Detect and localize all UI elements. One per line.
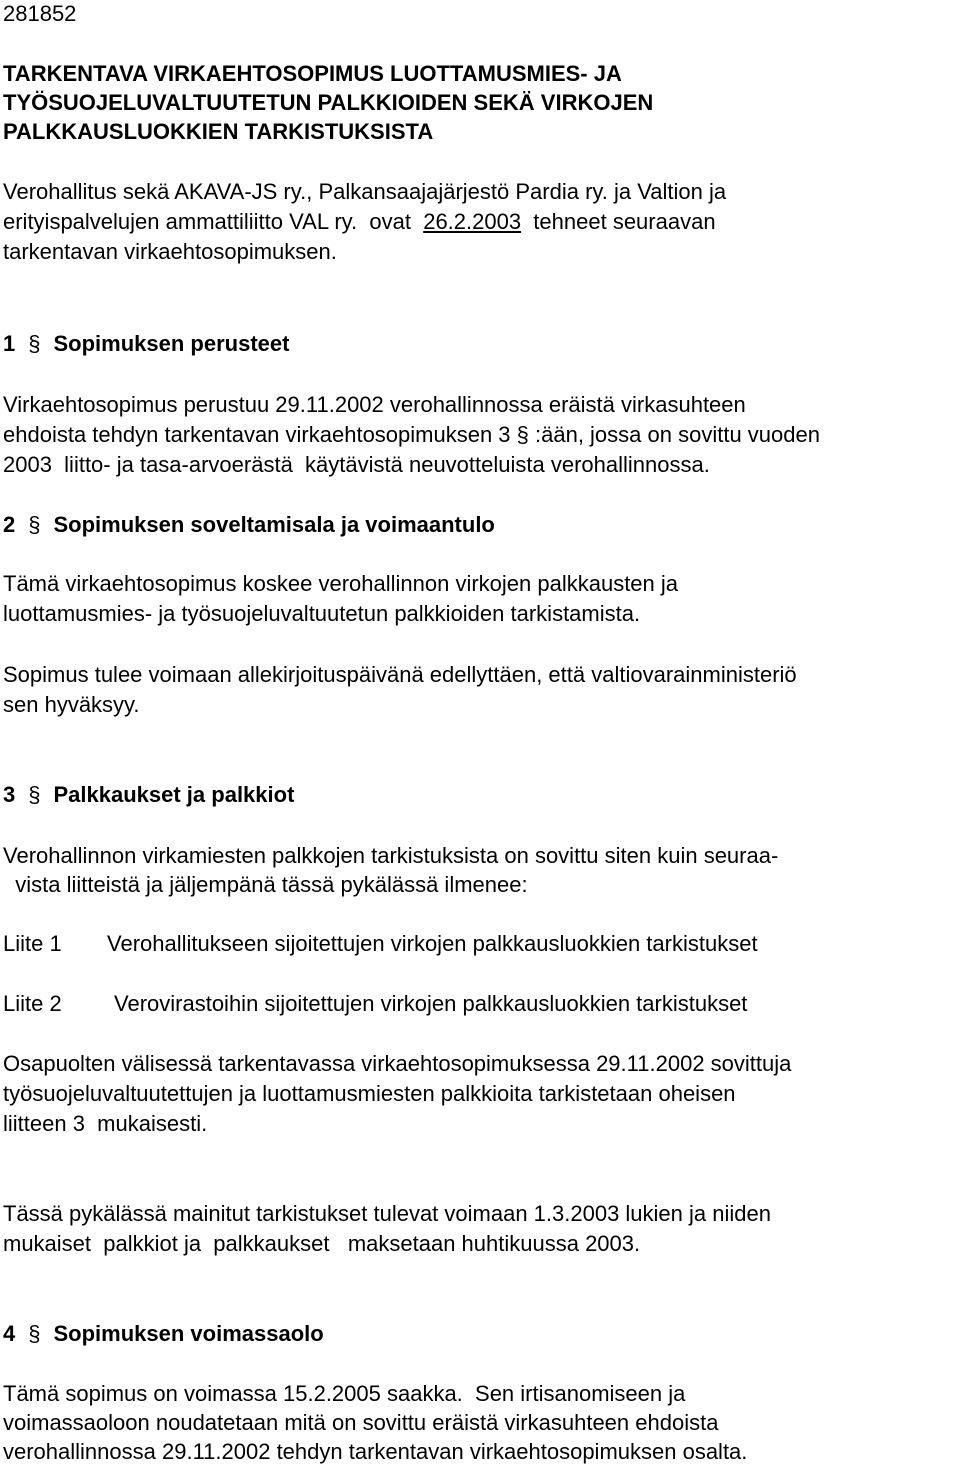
paragraph-line: työsuojeluvaltuutettujen ja luottamusmiesten palkkioita tarkistetaan oheisen — [3, 1081, 736, 1106]
paragraph-line: 2003 liitto- ja tasa-arvoerästä käytävistä neuvotteluista verohallinnossa. — [3, 452, 710, 477]
paragraph-line: vista liitteistä ja jäljempänä tässä pykälässä ilmenee: — [3, 872, 528, 897]
section-1-heading — [3, 330, 289, 358]
paragraph-line: liitteen 3 mukaisesti. — [3, 1111, 208, 1136]
section-title: Sopimuksen perusteet — [53, 331, 290, 356]
attachment-label: Liite 1 — [3, 931, 62, 956]
attachment-text: Verohallitukseen sijoitettujen virkojen palkkausluokkien tarkistukset — [107, 931, 758, 956]
paragraph-line: Tässä pykälässä mainitut tarkistukset tulevat voimaan 1.3.2003 lukien ja niiden — [3, 1201, 771, 1226]
intro-line-1: Verohallitus sekä AKAVA-JS ry., Palkansaajajärjestö Pardia ry. ja Valtion ja — [3, 179, 727, 204]
section-symbol: § — [28, 512, 41, 537]
paragraph-line: Tämä sopimus on voimassa 15.2.2005 saakka. Sen irtisanomiseen ja — [3, 1381, 686, 1406]
paragraph-line: voimassaoloon noudatetaan mitä on sovittu eräistä virkasuhteen ehdoista — [3, 1410, 719, 1435]
section-symbol: § — [28, 782, 41, 807]
section-number: 1 — [3, 331, 16, 356]
section-symbol: § — [28, 1321, 41, 1346]
section-number: 4 — [3, 1321, 16, 1346]
section-symbol: § — [28, 331, 41, 356]
section-number: 3 — [3, 782, 16, 807]
section-number: 2 — [3, 512, 16, 537]
intro-line-2-end: tehneet seuraavan — [521, 209, 716, 234]
title-line-3: PALKKAUSLUOKKIEN TARKISTUKSISTA — [3, 119, 434, 144]
title-line-2: TYÖSUOJELUVALTUUTETUN PALKKIOIDEN SEKÄ VIRKOJEN — [3, 90, 654, 115]
paragraph-line: Osapuolten välisessä tarkentavassa virkaehtosopimuksessa 29.11.2002 sovittuja — [3, 1051, 792, 1076]
paragraph-line: Tämä virkaehtosopimus koskee verohallinnon virkojen palkkausten ja — [3, 571, 679, 596]
paragraph-line: Verohallinnon virkamiesten palkkojen tarkistuksista on sovittu siten kuin seuraa- — [3, 843, 779, 868]
agreement-date: 26.2.2003 — [423, 209, 522, 234]
intro-line-3: tarkentavan virkaehtosopimuksen. — [3, 239, 337, 264]
paragraph-line: sen hyväksyy. — [3, 692, 140, 717]
paragraph-line: Sopimus tulee voimaan allekirjoituspäivänä edellyttäen, että valtiovarainministeriö — [3, 662, 797, 687]
attachment-text: Verovirastoihin sijoitettujen virkojen palkkausluokkien tarkistukset — [114, 991, 748, 1016]
paragraph-line: verohallinnossa 29.11.2002 tehdyn tarkentavan virkaehtosopimuksen osalta. — [3, 1439, 748, 1464]
section-3-heading — [3, 781, 294, 809]
section-title: Sopimuksen soveltamisala ja voimaantulo — [53, 512, 495, 537]
intro-line-2-start: erityispalvelujen ammattiliitto VAL ry. ovat — [3, 209, 424, 234]
section-2-heading — [3, 511, 495, 539]
section-title: Sopimuksen voimassaolo — [53, 1321, 324, 1346]
document-number: 281852 — [3, 1, 77, 26]
section-4-heading — [3, 1320, 324, 1348]
paragraph-line: mukaiset palkkiot ja palkkaukset maksetaan huhtikuussa 2003. — [3, 1231, 641, 1256]
paragraph-line: Virkaehtosopimus perustuu 29.11.2002 verohallinnossa eräistä virkasuhteen — [3, 392, 746, 417]
section-title: Palkkaukset ja palkkiot — [53, 782, 295, 807]
attachment-label: Liite 2 — [3, 991, 62, 1016]
paragraph-line: luottamusmies- ja työsuojeluvaltuutetun palkkioiden tarkistamista. — [3, 601, 641, 626]
intro-line-2 — [3, 208, 716, 236]
title-line-1: TARKENTAVA VIRKAEHTOSOPIMUS LUOTTAMUSMIES- JA — [3, 61, 622, 86]
paragraph-line: ehdoista tehdyn tarkentavan virkaehtosopimuksen 3 § :ään, jossa on sovittu vuoden — [3, 422, 820, 447]
